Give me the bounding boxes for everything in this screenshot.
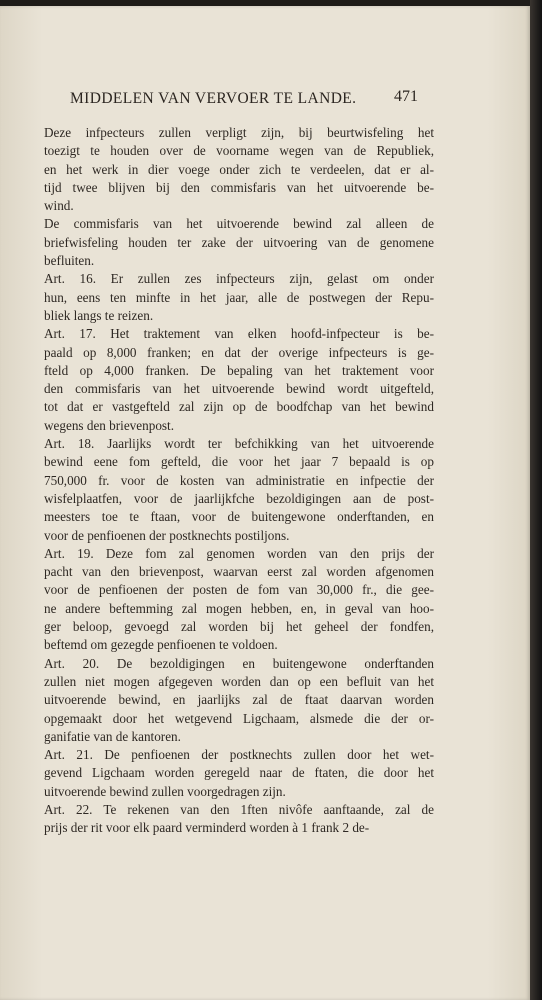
text-line: uitvoerende bewind zullen voorgedragen zijn.	[44, 783, 286, 799]
text-line: tot dat er vastgefteld zal zijn op de boodfchap van het bewind	[44, 399, 434, 415]
text-line: Art. 20. De bezoldigingen en buitengewone onderftanden	[44, 655, 434, 671]
text-line: uitvoerende bewind, en jaarlijks zal de ftaat daarvan worden	[44, 692, 434, 708]
text-line: Art. 16. Er zullen zes infpecteurs zijn, gelast om onder	[44, 271, 434, 287]
paragraph	[44, 655, 434, 746]
text-line: befluiten.	[44, 253, 95, 269]
paragraph	[44, 270, 434, 325]
text-line: ganifatie van de kantoren.	[44, 728, 181, 744]
text-line: fteld op 4,000 franken. De bepaling van het traktement voor	[44, 362, 434, 378]
book-page	[0, 6, 530, 1000]
text-line: toezigt te houden over de voorname wegen van de Republiek,	[44, 143, 434, 159]
text-line: Art. 21. De penfioenen der postknechts zullen door het wet-	[44, 747, 434, 763]
text-line: meesters toe te ftaan, voor de buitengewone onderftanden, en	[44, 509, 434, 525]
text-line: Deze infpecteurs zullen verpligt zijn, bij beurtwisfeling het	[44, 125, 434, 140]
paragraph	[44, 215, 434, 270]
running-header: MIDDELEN VAN VERVOER TE LANDE.	[70, 90, 357, 107]
text-line: zullen niet mogen afgegeven worden dan op een befluit van het	[44, 673, 434, 689]
text-line: briefwisfeling houden ter zake der uitvoering van de genomene	[44, 234, 434, 250]
text-line: wegens den brievenpost.	[44, 417, 175, 433]
text-line: bewind eene fom gefteld, die voor het jaar 7 bepaald is op	[44, 454, 434, 470]
text-line: voor de penfioenen der posten de fom van 30,000 fr., die gee-	[44, 582, 434, 598]
page-body-text	[44, 124, 434, 838]
text-line: 750,000 fr. voor de kosten van administratie en infpectie der	[44, 472, 434, 488]
page-number: 471	[394, 88, 418, 105]
text-line: beftemd om gezegde penfioenen te voldoen.	[44, 637, 278, 653]
text-line: ger beloop, gevoegd zal worden bij het geheel der fondfen,	[44, 619, 434, 635]
paragraph	[44, 124, 434, 215]
paragraph	[44, 325, 434, 435]
book-edge	[530, 0, 542, 1000]
text-line: pacht van den brievenpost, waarvan eerst zal worden afgenomen	[44, 564, 434, 580]
text-line: den commisfaris van het uitvoerende bewind wordt uitgefteld,	[44, 381, 434, 397]
text-line: ne andere beftemming zal mogen hebben, en, in geval van hoo-	[44, 600, 434, 616]
text-line: Art. 18. Jaarlijks wordt ter befchikking van het uitvoerende	[44, 436, 434, 452]
text-line: hun, eens ten minfte in het jaar, alle de postwegen der Repu-	[44, 289, 434, 305]
paragraph	[44, 545, 434, 655]
text-line: prijs der rit voor elk paard verminderd worden à 1 frank 2 de-	[44, 820, 370, 836]
text-line: en het werk in dier voege onder zich te verdeelen, dat er al-	[44, 161, 434, 177]
text-line: tijd twee blijven bij den commisfaris van het uitvoerende be-	[44, 179, 434, 195]
text-line: Art. 17. Het traktement van elken hoofd-infpecteur is be-	[44, 326, 434, 342]
text-line: bliek langs te reizen.	[44, 307, 154, 323]
text-line: De commisfaris van het uitvoerende bewind zal alleen de	[44, 216, 434, 232]
text-line: wisfelplaatfen, voor de jaarlijkfche bezoldigingen aan de post-	[44, 490, 434, 506]
text-line: gevend Ligchaam worden geregeld naar de ftaten, die door het	[44, 765, 434, 781]
paragraph	[44, 801, 434, 838]
text-line: Art. 22. Te rekenen van den 1ften nivôfe aanftaande, zal de	[44, 801, 434, 817]
text-line: voor de penfioenen der postknechts postiljons.	[44, 527, 290, 543]
paragraph	[44, 746, 434, 801]
text-line: Art. 19. Deze fom zal genomen worden van den prijs der	[44, 545, 434, 561]
paragraph	[44, 435, 434, 545]
text-line: opgemaakt door het wetgevend Ligchaam, alsmede die der or-	[44, 710, 434, 726]
text-line: wind.	[44, 198, 74, 214]
text-line: paald op 8,000 franken; en dat der overige infpecteurs is ge-	[44, 344, 434, 360]
